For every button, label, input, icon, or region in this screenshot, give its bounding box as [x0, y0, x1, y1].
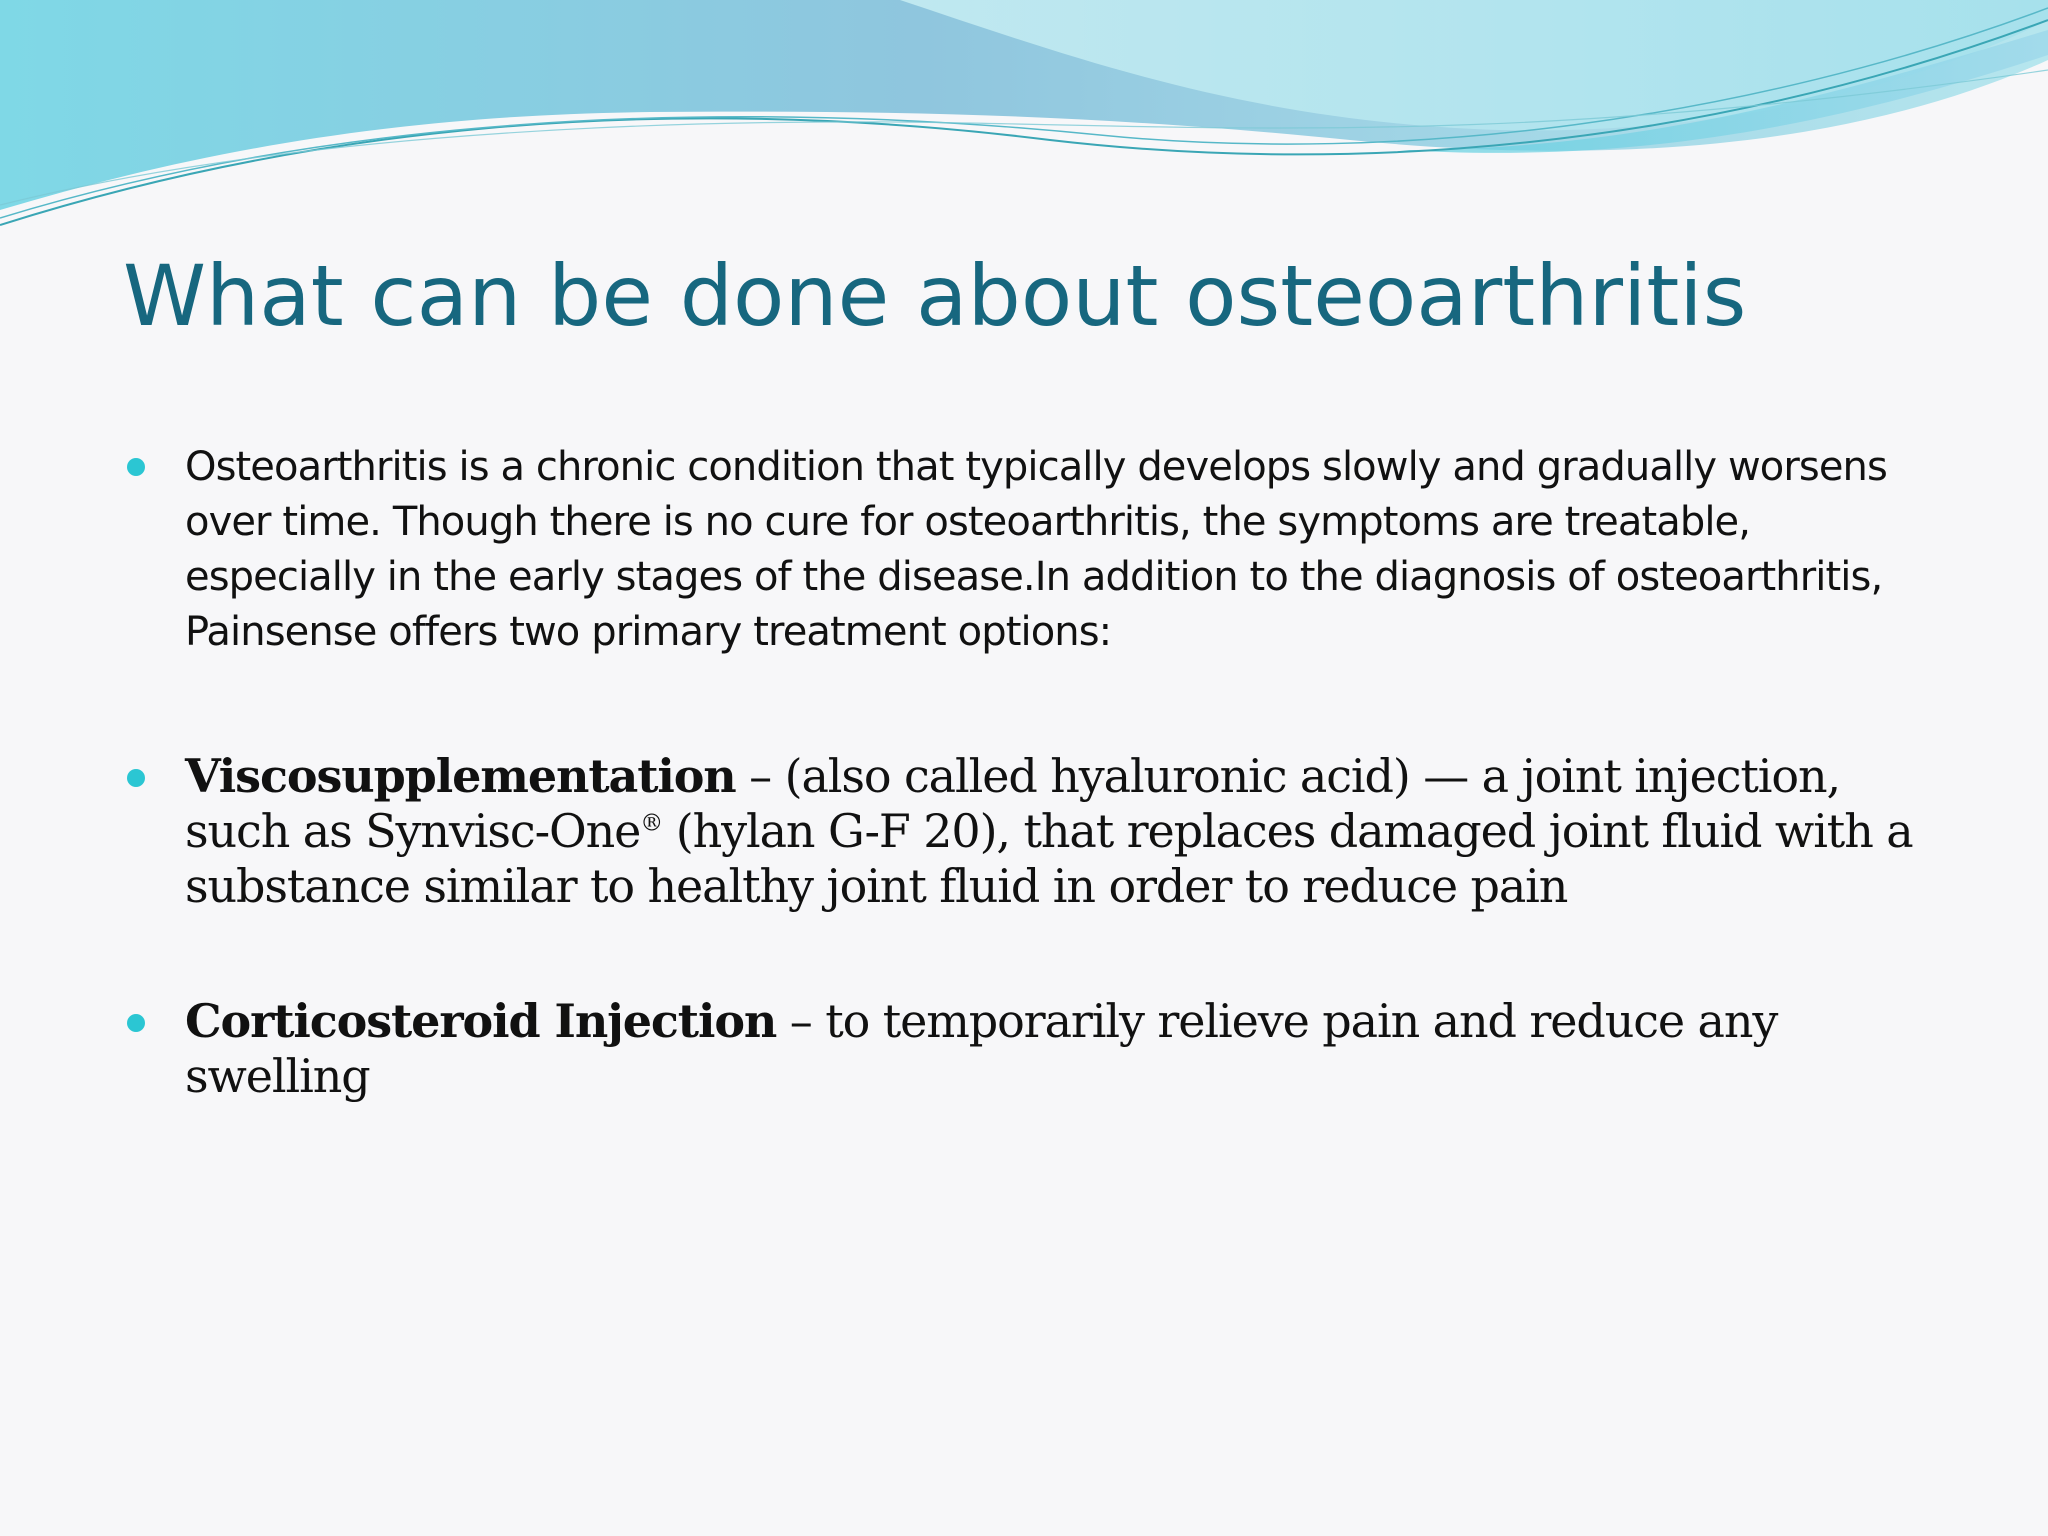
bullet-item-viscosupplementation	[123, 749, 1943, 914]
treatment-term: Viscosupplementation	[185, 749, 736, 803]
bullet-text-continued: (hylan G-F 20), that replaces damaged joint fluid with a substance similar to healthy joint fluid in order to reduce pain	[185, 804, 1913, 913]
header-wave-decoration	[0, 0, 2048, 240]
registered-mark: ®	[640, 810, 663, 837]
bullet-dot-icon	[127, 769, 145, 787]
slide-title: What can be done about osteoarthritis	[123, 247, 1747, 345]
bullet-item-corticosteroid	[123, 994, 1943, 1104]
bullet-text: – (also called hyaluronic acid) — a joint injection, such as Synvisc-One	[185, 749, 1841, 858]
treatment-term: Corticosteroid Injection	[185, 994, 777, 1048]
bullet-item-overview	[123, 440, 1943, 660]
bullet-dot-icon	[127, 458, 145, 476]
bullet-list	[123, 440, 1943, 1104]
bullet-text: – to temporarily relieve pain and reduce any swelling	[185, 994, 1778, 1103]
bullet-text: Osteoarthritis is a chronic condition that typically develops slowly and gradually worsens over time. Though there is no cure for osteoarthritis, the symptoms are treatable, especially in the early stages of the disease.In addition to the diagnosis of osteoarthritis, Painsense offers two primary treatment options:	[185, 444, 1887, 655]
bullet-dot-icon	[127, 1014, 145, 1032]
